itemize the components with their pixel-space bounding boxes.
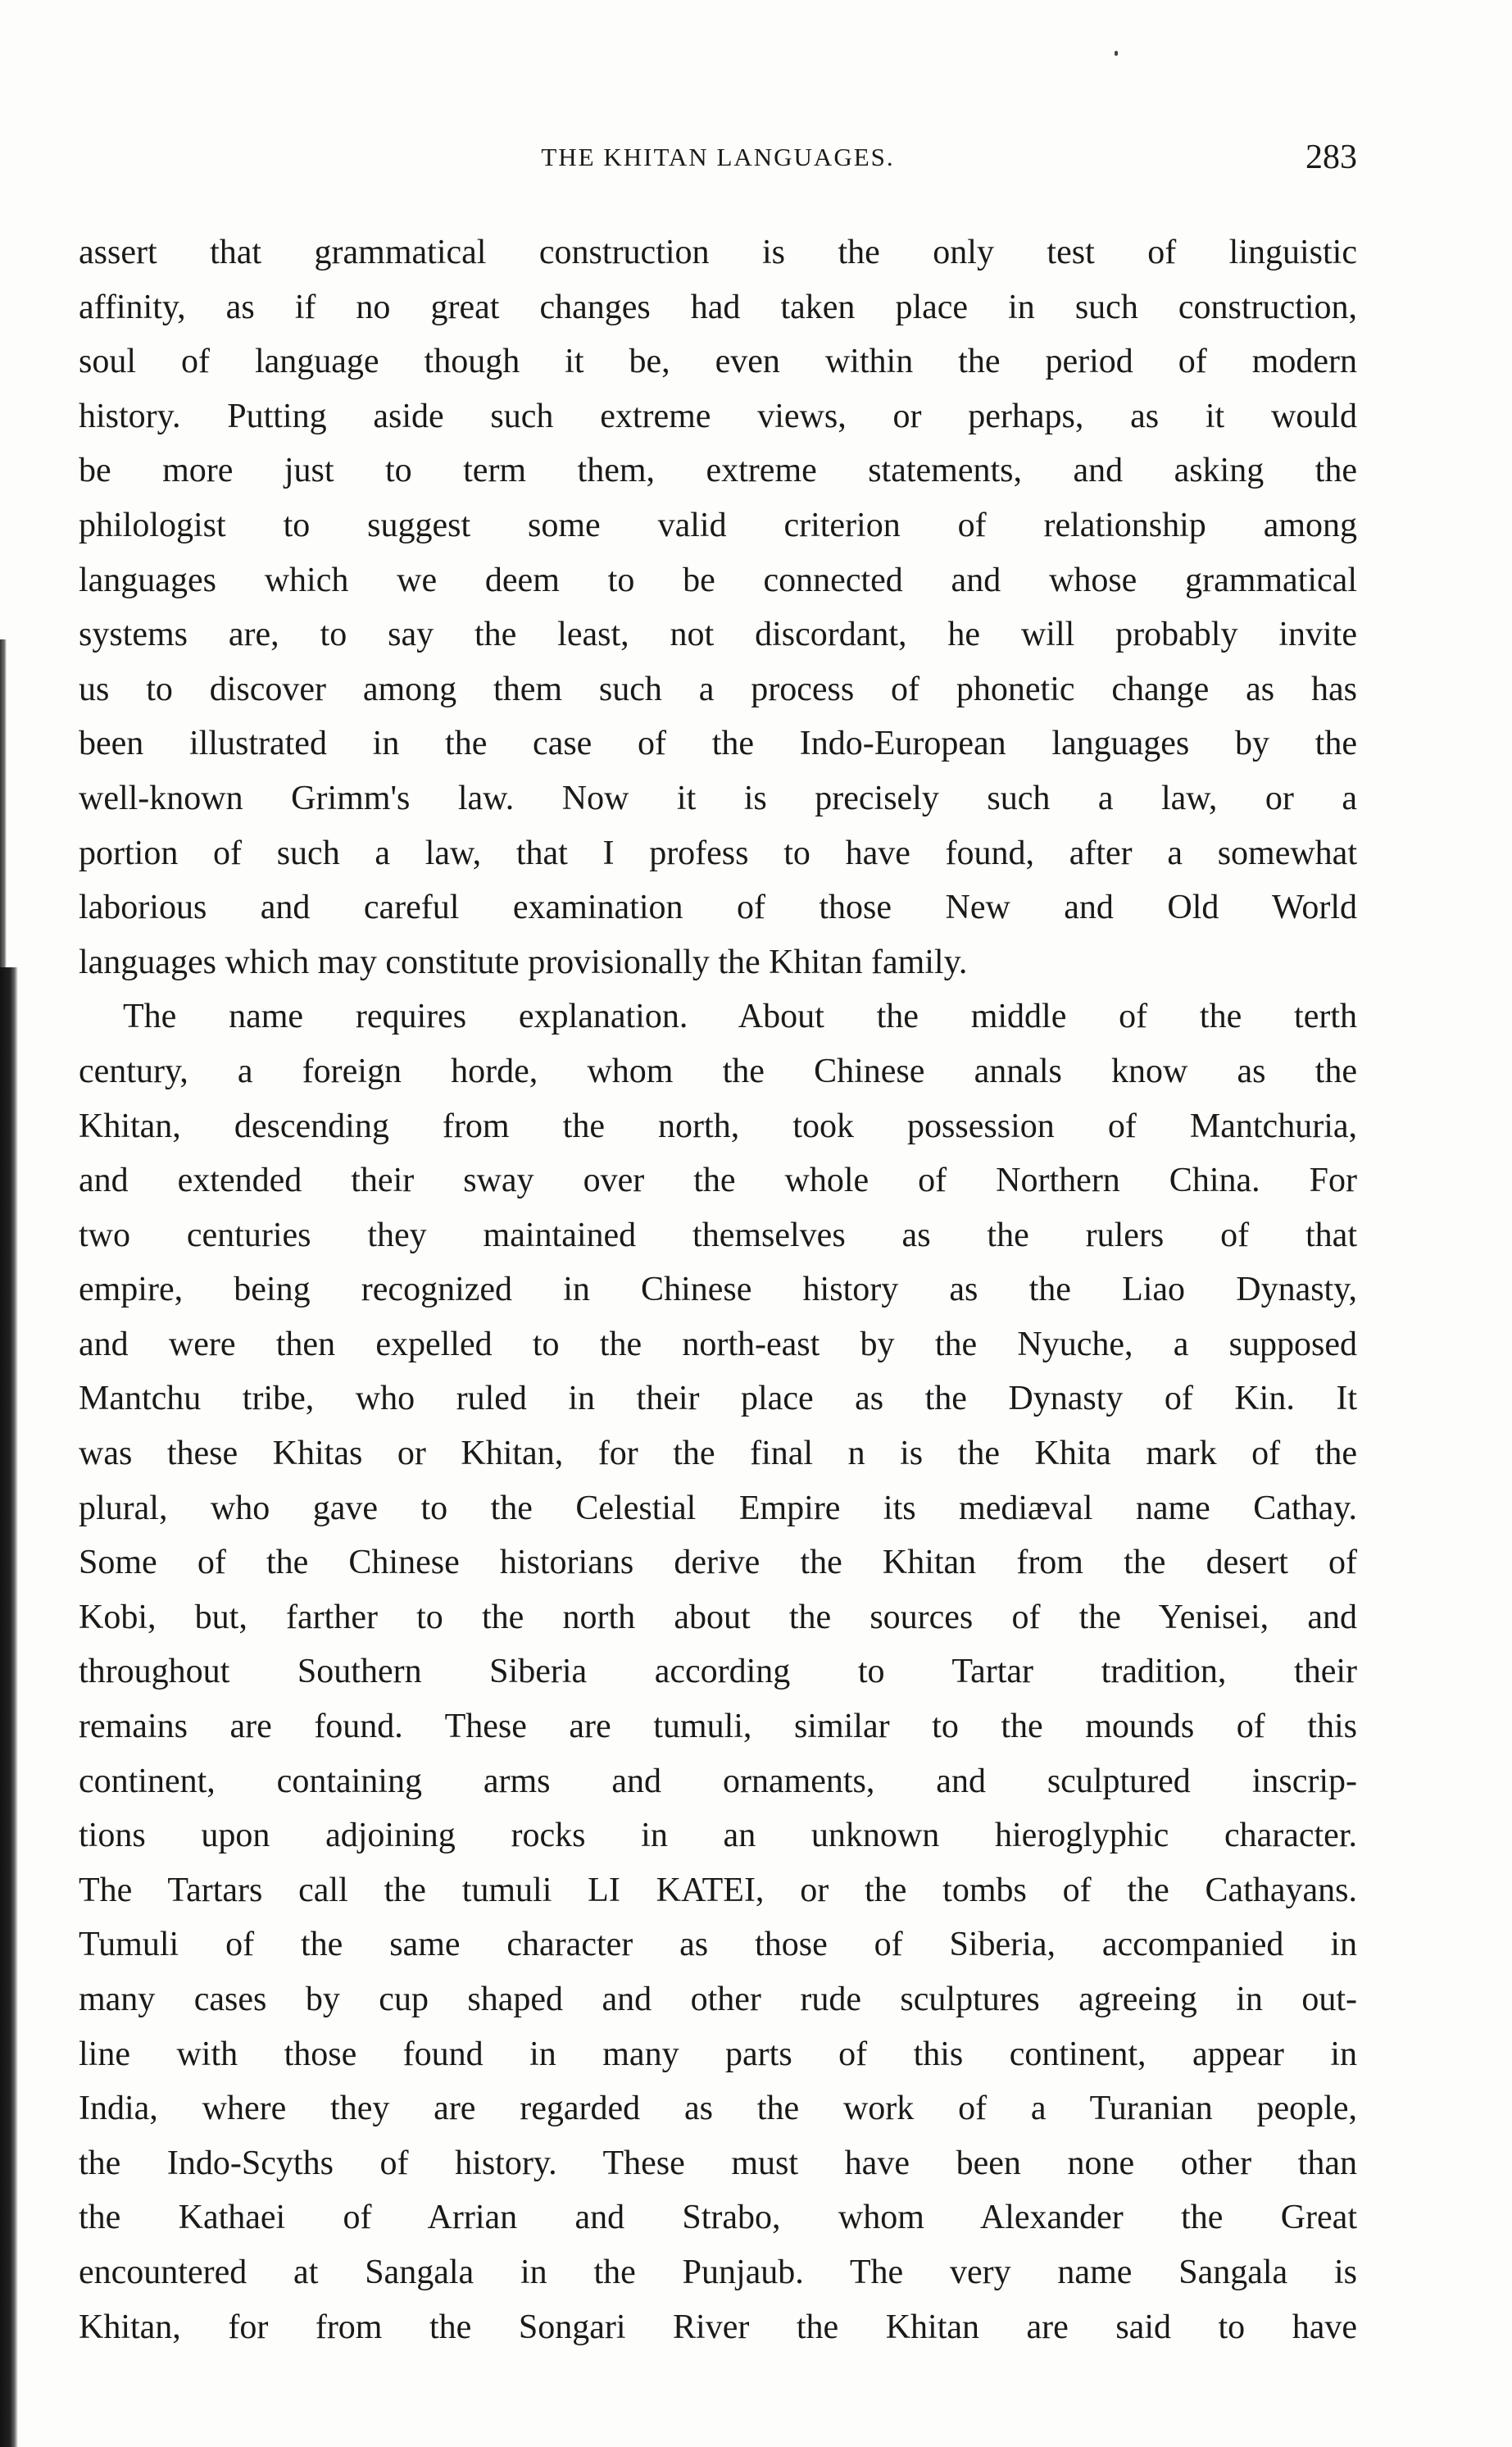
text-line: continent, containing arms and ornaments, and sculptured inscrip- (79, 1762, 1357, 1800)
text-line: century, a foreign horde, whom the Chinese annals know as the (79, 1052, 1357, 1090)
text-line: plural, who gave to the Celestial Empire its mediæval name Cathay. (79, 1489, 1357, 1527)
text-line: Khitan, descending from the north, took possession of Mantchuria, (79, 1107, 1357, 1145)
text-line: systems are, to say the least, not discordant, he will probably invite (79, 616, 1357, 654)
text-line: soul of language though it be, even within the period of modern (79, 343, 1357, 381)
text-line: encountered at Sangala in the Punjaub. The very name Sangala is (79, 2253, 1357, 2291)
text-line: Some of the Chinese historians derive the Khitan from the desert of (79, 1544, 1357, 1582)
text-line: laborious and careful examination of those New and Old World (79, 889, 1357, 927)
text-line: two centuries they maintained themselves as the rulers of that (79, 1216, 1357, 1254)
text-line: India, where they are regarded as the work of a Turanian people, (79, 2090, 1357, 2128)
text-line: well-known Grimm's law. Now it is precisely such a law, or a (79, 779, 1357, 817)
text-line: remains are found. These are tumuli, similar to the mounds of this (79, 1708, 1357, 1746)
text-line: Mantchu tribe, who ruled in their place as the Dynasty of Kin. It (79, 1380, 1357, 1418)
text-line: portion of such a law, that I profess to have found, after a somewhat (79, 834, 1357, 872)
text-line: The Tartars call the tumuli LI KATEI, or the tombs of the Cathayans. (79, 1871, 1357, 1909)
text-line: languages which we deem to be connected and whose grammatical (79, 561, 1357, 599)
text-line: Tumuli of the same character as those of Siberia, accompanied in (79, 1926, 1357, 1964)
paragraph-start-line: The name requires explanation. About the middle of the terth (123, 998, 1357, 1036)
text-line: was these Khitas or Khitan, for the final n is the Khita mark of the (79, 1435, 1357, 1473)
text-line: affinity, as if no great changes had taken place in such construction, (79, 288, 1357, 326)
text-line: and extended their sway over the whole of Northern China. For (79, 1162, 1357, 1200)
text-line: assert that grammatical construction is the only test of linguistic (79, 234, 1357, 271)
text-line: Kobi, but, farther to the north about the sources of the Yenisei, and (79, 1598, 1357, 1636)
ink-speck (1115, 51, 1118, 56)
text-line: Khitan, for from the Songari River the Khitan are said to have (79, 2308, 1357, 2346)
text-line: philologist to suggest some valid criterion of relationship among (79, 506, 1357, 544)
text-line: us to discover among them such a process of phonetic change as has (79, 670, 1357, 708)
text-line: many cases by cup shaped and other rude sculptures agreeing in out- (79, 1981, 1357, 2018)
page-number: 283 (1305, 139, 1357, 176)
body-text (79, 225, 1357, 2354)
text-line: and were then expelled to the north-east by the Nyuche, a supposed (79, 1325, 1357, 1363)
text-line: the Kathaei of Arrian and Strabo, whom Alexander the Great (79, 2199, 1357, 2237)
text-line: been illustrated in the case of the Indo-European languages by the (79, 725, 1357, 763)
binding-shadow (0, 967, 18, 2447)
text-line: the Indo-Scyths of history. These must have been none other than (79, 2144, 1357, 2182)
text-line: history. Putting aside such extreme views, or perhaps, as it would (79, 397, 1357, 435)
text-line: throughout Southern Siberia according to Tartar tradition, their (79, 1653, 1357, 1691)
page-header (79, 138, 1357, 187)
text-line: tions upon adjoining rocks in an unknown hieroglyphic character. (79, 1817, 1357, 1855)
text-line: line with those found in many parts of this continent, appear in (79, 2035, 1357, 2073)
text-line: languages which may constitute provisionally the Khitan family. (79, 943, 968, 981)
binding-shadow-upper (0, 639, 7, 984)
text-line: be more just to term them, extreme statements, and asking the (79, 452, 1357, 490)
text-line: empire, being recognized in Chinese history as the Liao Dynasty, (79, 1271, 1357, 1309)
running-head: THE KHITAN LANGUAGES. (541, 143, 895, 171)
